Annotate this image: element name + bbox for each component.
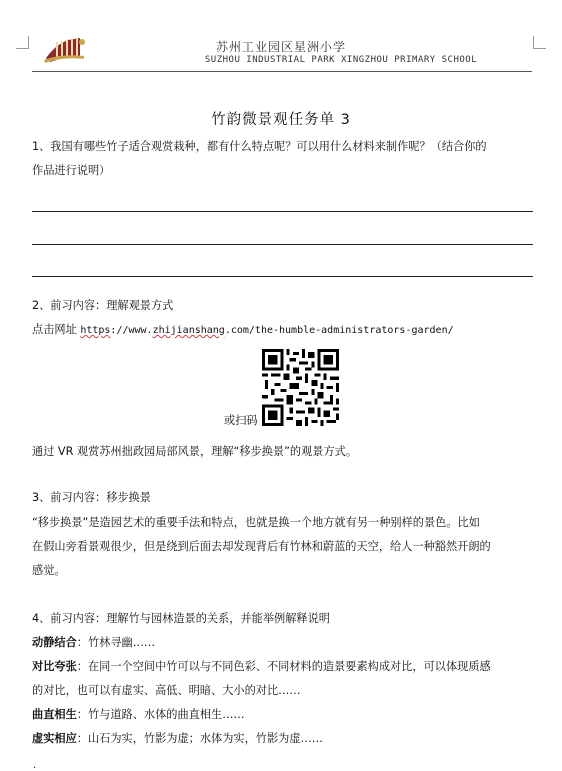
document-title: 竹韵微景观任务单 3 xyxy=(211,112,351,128)
list-item: 的对比，也可以有虚实、高低、明暗、大小的对比…… xyxy=(32,684,301,697)
trailing-mark: . xyxy=(33,760,37,771)
question-2-heading: 2、前习内容：理解观景方式 xyxy=(32,299,174,312)
question-3-line-3: 感觉。 xyxy=(32,564,66,577)
answer-line-3[interactable] xyxy=(32,276,533,277)
question-2-description: 通过 VR 观赏苏州拙政园局部风景，理解“移步换景”的观景方式。 xyxy=(32,445,358,458)
list-item: 对比夸张：在同一个空间中竹可以与不同色彩、不同材料的造景要素构成对比，可以体现质感 xyxy=(32,660,491,673)
question-3-body xyxy=(32,511,534,583)
vr-link[interactable]: https://www.zhijianshang.com/the-humble-administrators-garden/ xyxy=(80,325,454,336)
question-1 xyxy=(32,135,534,183)
list-item: 虚实相应：山石为实，竹影为虚；水体为实，竹影为虚…… xyxy=(32,732,323,745)
question-2-link-line xyxy=(32,318,534,343)
question-1-line-2: 作品进行说明） xyxy=(32,164,111,177)
list-item: 动静结合：竹林寻幽…… xyxy=(32,636,156,649)
school-name-cn: 苏州工业园区星洲小学 xyxy=(215,40,346,54)
scan-label: 或扫码 xyxy=(224,414,258,427)
school-name-en: SUZHOU INDUSTRIAL PARK XINGZHOU PRIMARY SCHOOL xyxy=(204,55,478,65)
qr-code-icon[interactable] xyxy=(262,349,339,426)
question-4-items xyxy=(32,631,534,751)
question-1-line-1: 1、我国有哪些竹子适合观赏栽种，都有什么特点呢？可以用什么材料来制作呢？（结合你的 xyxy=(32,140,487,153)
question-4-heading: 4、前习内容：理解竹与园林造景的关系，并能举例解释说明 xyxy=(32,612,330,625)
answer-line-1[interactable] xyxy=(32,211,533,212)
question-3-heading: 3、前习内容：移步换景 xyxy=(32,491,151,504)
list-item: 曲直相生：竹与道路、水体的曲直相生…… xyxy=(32,708,245,721)
question-3-line-1: “移步换景”是造园艺术的重要手法和特点，也就是换一个地方就有另一种别样的景色。比如 xyxy=(32,516,480,529)
question-3-line-2: 在假山旁看景观很少，但是绕到后面去却发现背后有竹林和蔚蓝的天空，给人一种豁然开朗的 xyxy=(32,540,491,553)
link-prefix: 点击网址 xyxy=(32,323,81,336)
answer-line-2[interactable] xyxy=(32,244,533,245)
header-divider xyxy=(32,71,532,72)
